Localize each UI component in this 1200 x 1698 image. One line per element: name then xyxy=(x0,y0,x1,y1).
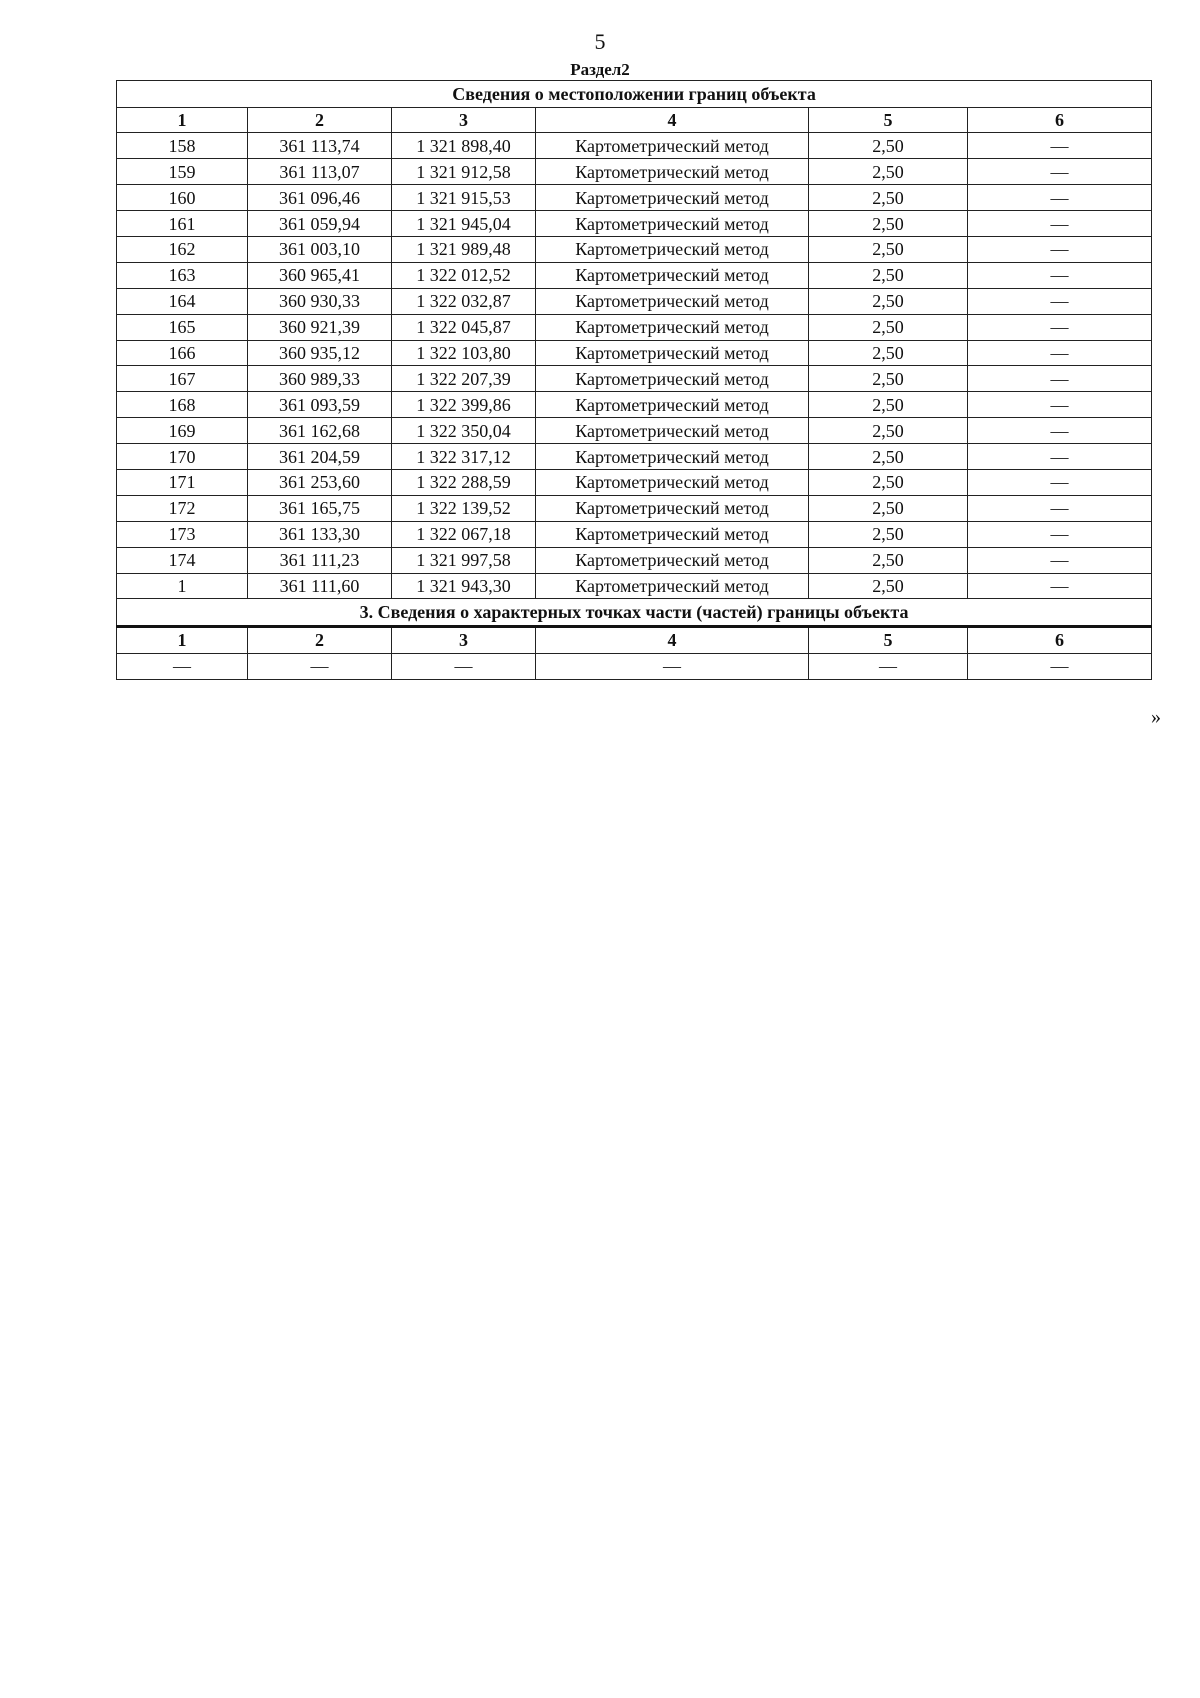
table-cell: 2,50 xyxy=(809,547,968,573)
table-cell: 164 xyxy=(117,288,248,314)
table-row xyxy=(117,392,1152,418)
table-cell: 361 162,68 xyxy=(248,418,392,444)
table-cell: 2,50 xyxy=(809,469,968,495)
table-cell: Картометрический метод xyxy=(536,133,809,159)
table-row xyxy=(117,469,1152,495)
table-cell: Картометрический метод xyxy=(536,444,809,470)
table-cell: 360 921,39 xyxy=(248,314,392,340)
table-cell: 163 xyxy=(117,262,248,288)
table-cell: — xyxy=(968,573,1152,599)
table-cell: 361 096,46 xyxy=(248,185,392,211)
table-cell: 1 322 032,87 xyxy=(392,288,536,314)
table-cell: 361 113,74 xyxy=(248,133,392,159)
table-cell: — xyxy=(968,133,1152,159)
table-cell: 168 xyxy=(117,392,248,418)
table-cell: 1 xyxy=(117,573,248,599)
table-cell: — xyxy=(968,444,1152,470)
table-cell: 2,50 xyxy=(809,418,968,444)
table-cell: 2,50 xyxy=(809,392,968,418)
table-cell: — xyxy=(968,288,1152,314)
page-number: 5 xyxy=(594,29,606,54)
table-cell: 2,50 xyxy=(809,185,968,211)
table-cell: 2,50 xyxy=(809,133,968,159)
table-cell: 1 322 103,80 xyxy=(392,340,536,366)
table-row xyxy=(117,236,1152,262)
table-cell: 158 xyxy=(117,133,248,159)
table-cell: 1 322 399,86 xyxy=(392,392,536,418)
table-cell: — xyxy=(968,469,1152,495)
table-cell: 2,50 xyxy=(809,521,968,547)
table-row xyxy=(117,521,1152,547)
table-cell: 1 321 945,04 xyxy=(392,211,536,237)
table-cell: — xyxy=(968,495,1152,521)
table-cell: 361 093,59 xyxy=(248,392,392,418)
table-row xyxy=(117,159,1152,185)
column-number-cell: 1 xyxy=(117,626,248,653)
table-row xyxy=(117,653,1152,679)
column-number-cell: 4 xyxy=(536,626,809,653)
table-row xyxy=(117,366,1152,392)
table-row xyxy=(117,418,1152,444)
table-row xyxy=(117,547,1152,573)
table-cell: 361 003,10 xyxy=(248,236,392,262)
table-cell: — xyxy=(968,262,1152,288)
table-cell: 2,50 xyxy=(809,495,968,521)
boundaries-caption-row xyxy=(117,81,1152,108)
table-cell: 1 322 012,52 xyxy=(392,262,536,288)
table-cell: Картометрический метод xyxy=(536,211,809,237)
table-cell: Картометрический метод xyxy=(536,340,809,366)
table-cell: 360 930,33 xyxy=(248,288,392,314)
column-number-row xyxy=(117,626,1152,653)
table-cell: 2,50 xyxy=(809,444,968,470)
part-points-caption-row xyxy=(117,599,1152,627)
table-cell: Картометрический метод xyxy=(536,495,809,521)
table-cell: 159 xyxy=(117,159,248,185)
table-cell: 1 322 288,59 xyxy=(392,469,536,495)
table-cell: — xyxy=(809,653,968,679)
part-points-caption: 3. Сведения о характерных точках части (частей) границы объекта xyxy=(117,599,1152,627)
table-cell: — xyxy=(968,236,1152,262)
table-cell: Картометрический метод xyxy=(536,521,809,547)
table-cell: 1 322 207,39 xyxy=(392,366,536,392)
table-cell: 360 965,41 xyxy=(248,262,392,288)
table-row xyxy=(117,444,1152,470)
table-cell: 361 165,75 xyxy=(248,495,392,521)
column-number-cell: 2 xyxy=(248,626,392,653)
table-cell: — xyxy=(968,159,1152,185)
table-row xyxy=(117,133,1152,159)
table-cell: 2,50 xyxy=(809,236,968,262)
table-cell: 360 935,12 xyxy=(248,340,392,366)
table-row xyxy=(117,314,1152,340)
table-cell: 361 113,07 xyxy=(248,159,392,185)
column-number-cell: 5 xyxy=(809,626,968,653)
table-cell: — xyxy=(968,185,1152,211)
table-cell: — xyxy=(968,547,1152,573)
table-cell: Картометрический метод xyxy=(536,366,809,392)
table-cell: Картометрический метод xyxy=(536,236,809,262)
table-cell: Картометрический метод xyxy=(536,547,809,573)
table-row xyxy=(117,495,1152,521)
column-number-cell: 3 xyxy=(392,107,536,133)
table-cell: Картометрический метод xyxy=(536,185,809,211)
table-cell: 361 111,23 xyxy=(248,547,392,573)
table-cell: Картометрический метод xyxy=(536,469,809,495)
table-cell: Картометрический метод xyxy=(536,159,809,185)
table-cell: 361 133,30 xyxy=(248,521,392,547)
table-cell: — xyxy=(968,366,1152,392)
boundaries-table xyxy=(116,80,1152,680)
table-cell: 1 321 943,30 xyxy=(392,573,536,599)
table-cell: 2,50 xyxy=(809,340,968,366)
table-cell: — xyxy=(968,314,1152,340)
table-cell: 1 322 139,52 xyxy=(392,495,536,521)
table-cell: Картометрический метод xyxy=(536,288,809,314)
table-cell: 1 322 045,87 xyxy=(392,314,536,340)
table-cell: 1 321 912,58 xyxy=(392,159,536,185)
table-row xyxy=(117,262,1152,288)
table-cell: 166 xyxy=(117,340,248,366)
table-row xyxy=(117,211,1152,237)
column-number-cell: 2 xyxy=(248,107,392,133)
table-cell: Картометрический метод xyxy=(536,314,809,340)
table-row xyxy=(117,573,1152,599)
table-row xyxy=(117,340,1152,366)
table-cell: — xyxy=(536,653,809,679)
table-cell: — xyxy=(968,340,1152,366)
table-cell: 161 xyxy=(117,211,248,237)
table-cell: 1 322 350,04 xyxy=(392,418,536,444)
column-number-row xyxy=(117,107,1152,133)
column-number-cell: 6 xyxy=(968,626,1152,653)
table-cell: 1 321 989,48 xyxy=(392,236,536,262)
table-cell: 173 xyxy=(117,521,248,547)
table-cell: 2,50 xyxy=(809,288,968,314)
closing-quote: » xyxy=(1151,706,1161,728)
table-cell: 2,50 xyxy=(809,314,968,340)
table-cell: 361 059,94 xyxy=(248,211,392,237)
table-cell: Картометрический метод xyxy=(536,262,809,288)
table-cell: 169 xyxy=(117,418,248,444)
table-cell: 2,50 xyxy=(809,262,968,288)
table-cell: — xyxy=(117,653,248,679)
table-cell: 1 321 898,40 xyxy=(392,133,536,159)
table-cell: 1 321 997,58 xyxy=(392,547,536,573)
column-number-cell: 5 xyxy=(809,107,968,133)
table-cell: — xyxy=(968,392,1152,418)
table-cell: 1 322 067,18 xyxy=(392,521,536,547)
table-cell: 165 xyxy=(117,314,248,340)
column-number-cell: 6 xyxy=(968,107,1152,133)
column-number-cell: 4 xyxy=(536,107,809,133)
boundaries-caption: Сведения о местоположении границ объекта xyxy=(117,81,1152,108)
table-cell: 360 989,33 xyxy=(248,366,392,392)
table-cell: 160 xyxy=(117,185,248,211)
table-cell: 2,50 xyxy=(809,211,968,237)
table-cell: — xyxy=(968,521,1152,547)
section-title: Раздел2 xyxy=(570,60,630,79)
table-cell: 174 xyxy=(117,547,248,573)
table-cell: 172 xyxy=(117,495,248,521)
table-cell: — xyxy=(392,653,536,679)
table-cell: Картометрический метод xyxy=(536,573,809,599)
table-cell: 171 xyxy=(117,469,248,495)
table-cell: 167 xyxy=(117,366,248,392)
table-cell: 361 204,59 xyxy=(248,444,392,470)
table-row xyxy=(117,288,1152,314)
table-row xyxy=(117,185,1152,211)
table-cell: 170 xyxy=(117,444,248,470)
table-cell: — xyxy=(248,653,392,679)
table-cell: — xyxy=(968,418,1152,444)
table-body xyxy=(117,81,1152,680)
table-cell: 2,50 xyxy=(809,573,968,599)
table-cell: 361 253,60 xyxy=(248,469,392,495)
column-number-cell: 3 xyxy=(392,626,536,653)
table-cell: 162 xyxy=(117,236,248,262)
table-cell: 2,50 xyxy=(809,366,968,392)
table-cell: 1 322 317,12 xyxy=(392,444,536,470)
table-cell: — xyxy=(968,653,1152,679)
table-cell: 2,50 xyxy=(809,159,968,185)
table-cell: — xyxy=(968,211,1152,237)
table-cell: 361 111,60 xyxy=(248,573,392,599)
table-cell: 1 321 915,53 xyxy=(392,185,536,211)
column-number-cell: 1 xyxy=(117,107,248,133)
table-cell: Картометрический метод xyxy=(536,392,809,418)
table-cell: Картометрический метод xyxy=(536,418,809,444)
